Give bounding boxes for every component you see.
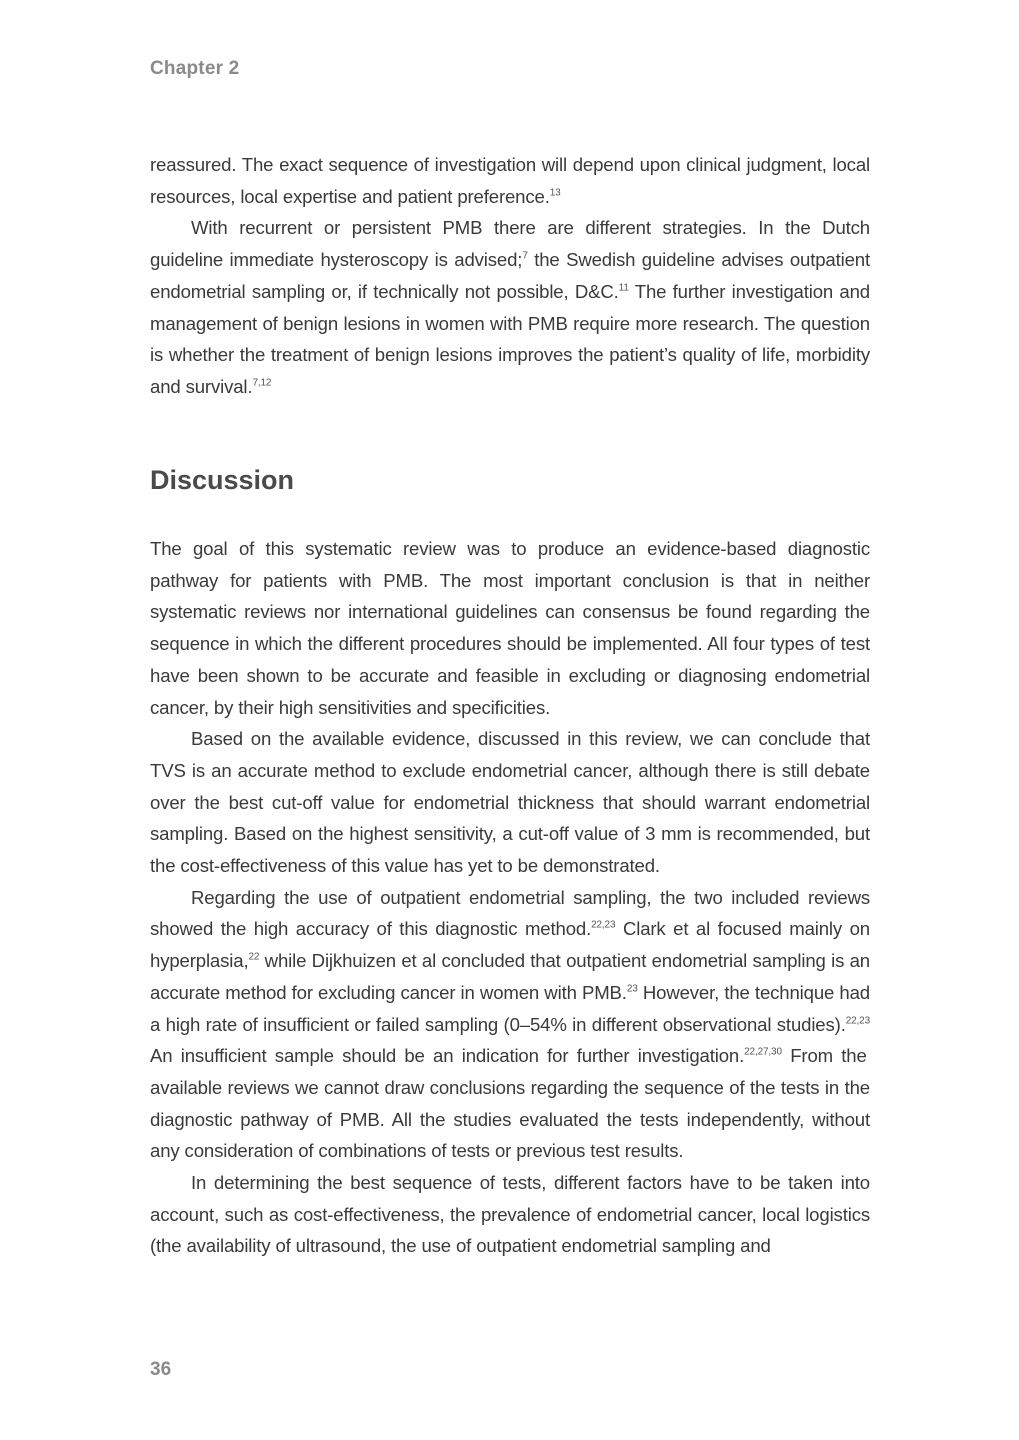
section-discussion	[150, 462, 870, 1262]
text-block-continued	[150, 149, 870, 403]
paragraph-evidence	[150, 723, 870, 882]
citation-ref: 7	[522, 250, 528, 262]
paragraph-goal	[150, 533, 870, 723]
text-run: In determining the best sequence of tests, different factors have to be taken into account, such as cost-effectiveness, the prevalence of endometrial cancer, local logistics (the availability of ultrasound, the use of outpatient endometrial sampling and	[150, 1172, 870, 1257]
text-run: the Swedish guideline advises outpatient endometrial sampling or, if technically not possible, D&C.	[150, 249, 870, 302]
paragraph-continued	[150, 149, 870, 212]
text-run: while Dijkhuizen et al concluded that outpatient endometrial sampling is an accurate method for excluding cancer in women with PMB.	[150, 950, 870, 1003]
paragraph-sequence	[150, 1167, 870, 1262]
paragraph-recurrent-pmb	[150, 212, 870, 402]
running-head-chapter: Chapter 2	[150, 58, 240, 79]
citation-ref: 23	[626, 983, 638, 995]
text-run: Clark et al focused mainly on hyperplasia,	[150, 918, 870, 972]
page-number: 36	[150, 1359, 172, 1380]
text-run: From the available reviews we cannot draw conclusions regarding the sequence of the tests in the diagnostic pathway of PMB. All the studies evaluated the tests independently, without any consideration of combinations of tests or previous test results.	[150, 1045, 870, 1162]
text-run: reassured. The exact sequence of investigation will depend upon clinical judgment, local resources, local expertise and patient preference.	[150, 154, 870, 207]
text-run: Based on the available evidence, discussed in this review, we can conclude that TVS is an accurate method to exclude endometrial cancer, although there is still debate over the best cut-off value for endometrial thickness that should warrant endometrial sampling. Based on the highest sensitivity, a cut-off value of 3 mm is recommended, but the cost-effectiveness of this value has yet to be demonstrated.	[150, 728, 870, 877]
citation-ref: 22,23	[591, 919, 616, 931]
citation-ref: 22,23	[845, 1015, 870, 1027]
section-heading: Discussion	[150, 465, 295, 495]
citation-ref: 11	[618, 282, 629, 294]
text-run: Regarding the use of outpatient endometrial sampling, the two included reviews showed the high accuracy of this diagnostic method.	[150, 886, 870, 940]
citation-ref: 7,12	[252, 377, 272, 389]
text-run: The further investigation and management of benign lesions in women with PMB require more research. The question is whether the treatment of benign lesions improves the patient’s quality of life, morbidity and survival.	[150, 280, 870, 397]
text-run: With recurrent or persistent PMB there are different strategies. In the Dutch guideline immediate hysteroscopy is advised;	[150, 217, 870, 271]
citation-ref: 22	[248, 951, 260, 963]
text-run: However, the technique had a high rate of insufficient or failed sampling (0–54% in different observational studies).	[150, 981, 870, 1035]
text-run: The goal of this systematic review was to produce an evidence-based diagnostic pathway for patients with PMB. The most important conclusion is that in neither systematic reviews nor international guidelines can consensus be found regarding the sequence in which the different procedures should be implemented. All four types of test have been shown to be accurate and feasible in excluding or diagnosing endometrial cancer, by their high sensitivities and specificities.	[150, 538, 870, 718]
paragraph-sampling	[150, 882, 870, 1167]
text-run: An insufficient sample should be an indication for further investigation.	[150, 1045, 745, 1067]
citation-ref: 22,27,30	[744, 1046, 782, 1058]
citation-ref: 13	[549, 187, 561, 199]
